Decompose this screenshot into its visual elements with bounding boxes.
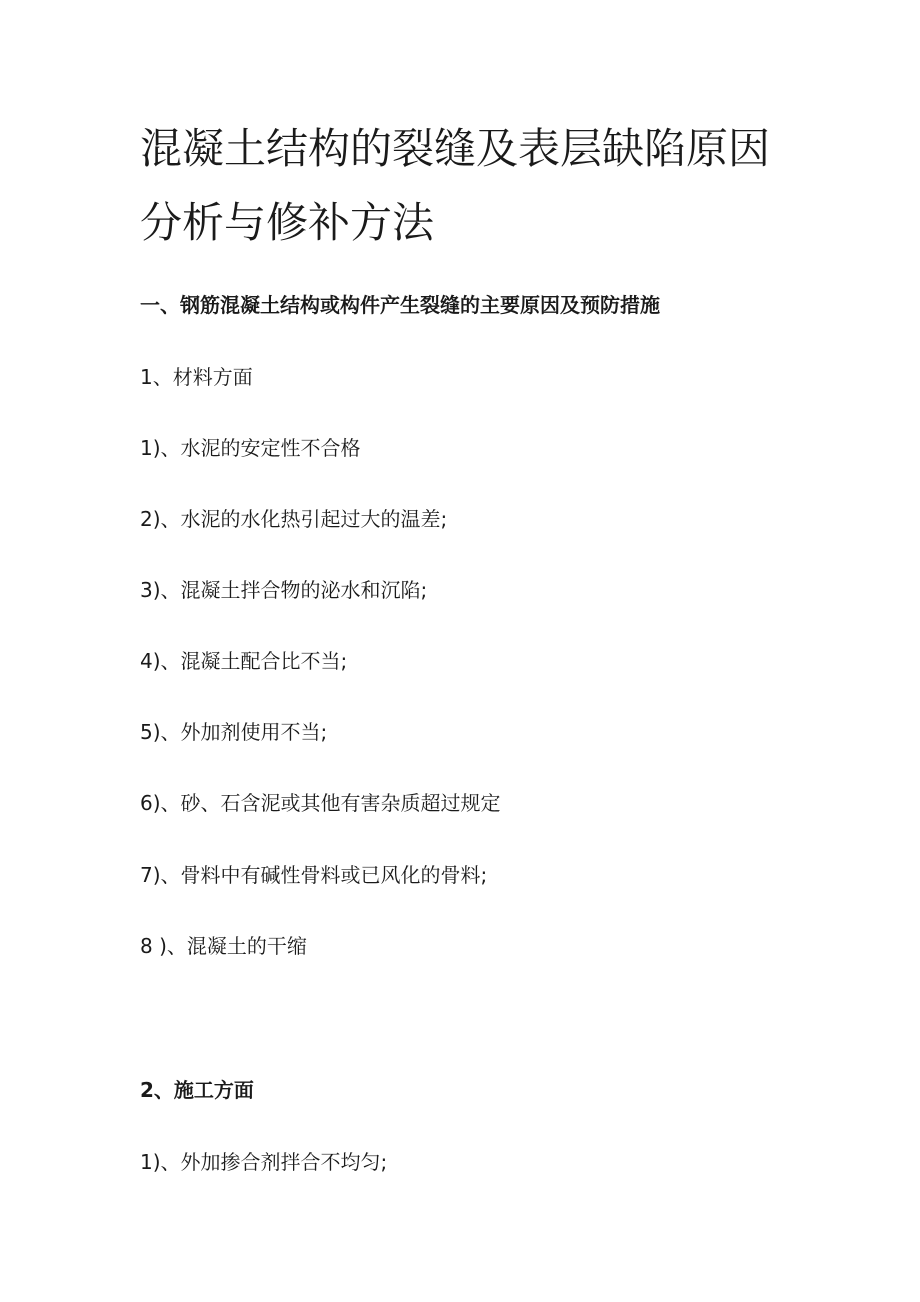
list-item: 7)、骨料中有碱性骨料或已风化的骨料;	[140, 863, 488, 887]
title-line-2: 分析与修补方法	[140, 198, 435, 247]
list-item: 1)、水泥的安定性不合格	[140, 436, 361, 460]
list-item: 6)、砂、石含泥或其他有害杂质超过规定	[140, 791, 501, 815]
subsection-heading-construction: 2、施工方面	[140, 1078, 254, 1102]
list-item: 5)、外加剂使用不当;	[140, 720, 328, 744]
list-item: 2)、水泥的水化热引起过大的温差;	[140, 507, 448, 531]
list-item: 4)、混凝土配合比不当;	[140, 649, 348, 673]
list-item: 3)、混凝土拌合物的泌水和沉陷;	[140, 578, 428, 602]
subsection-heading-materials: 1、材料方面	[140, 365, 253, 389]
list-item: 1)、外加掺合剂拌合不均匀;	[140, 1150, 388, 1174]
page-title	[140, 112, 800, 260]
list-item: 8 )、混凝土的干缩	[140, 934, 307, 958]
section-heading: 一、钢筋混凝土结构或构件产生裂缝的主要原因及预防措施	[140, 293, 660, 317]
title-line-1: 混凝土结构的裂缝及表层缺陷原因	[140, 124, 771, 173]
